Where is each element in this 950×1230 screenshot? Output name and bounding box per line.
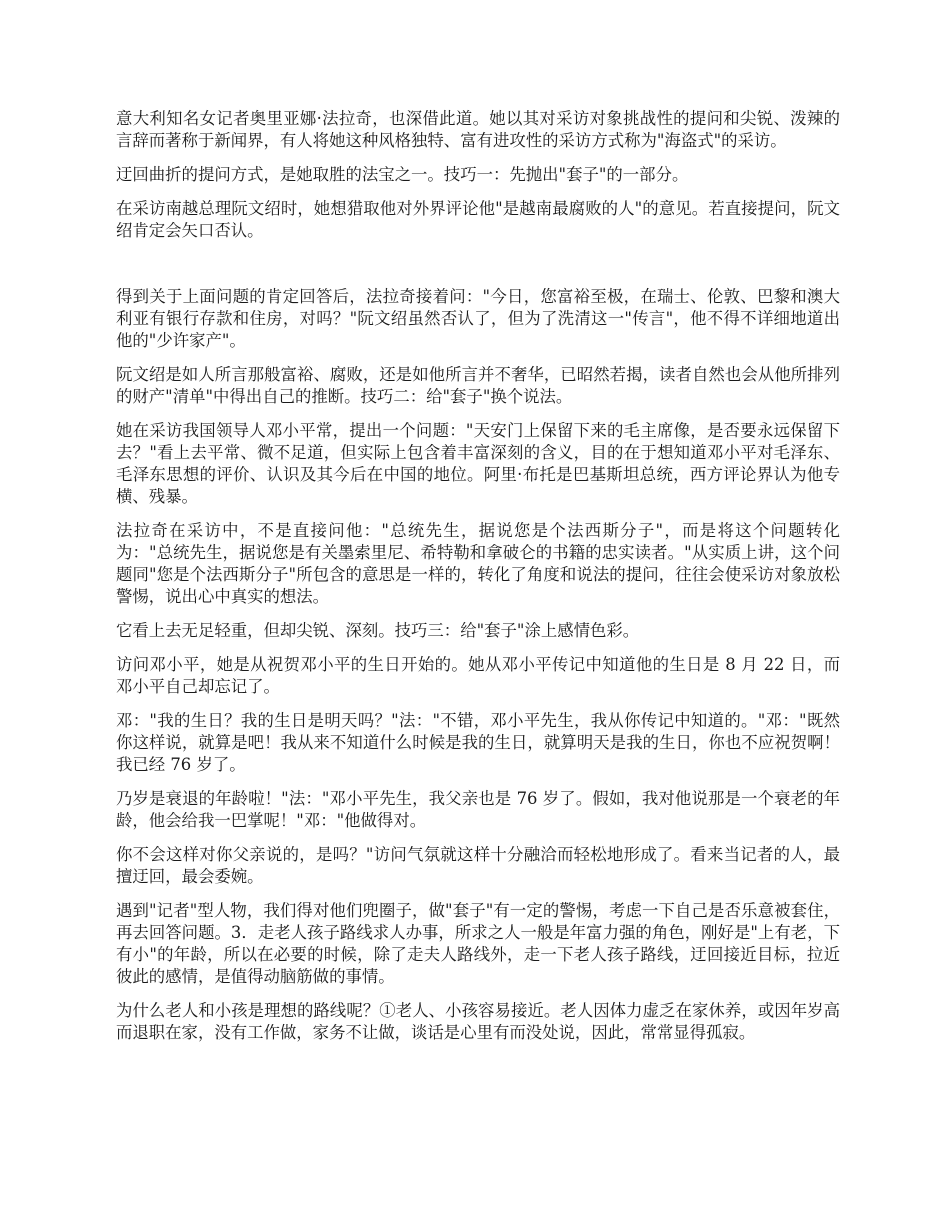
paragraph-9: 访问邓小平，她是从祝贺邓小平的生日开始的。她从邓小平传记中知道他的生日是 8 月 22 日，而邓小平自己却忘记了。 [116, 655, 840, 696]
paragraph-6: 她在采访我国领导人邓小平常，提出一个问题："天安门上保留下来的毛主席像，是否要永远保留下去？"看上去平常、微不足道，但实际上包含着丰富深刻的含义，目的在于想知道邓小平对毛泽东、毛泽东思想的评价、认识及其今后在中国的地位。阿里·布托是巴基斯坦总统，西方评论界认为他专横、残暴。 [116, 421, 840, 506]
paragraph-2: 迂回曲折的提问方式，是她取胜的法宝之一。技巧一：先抛出"套子"的一部分。 [116, 165, 689, 184]
paragraph-5: 阮文绍是如人所言那般富裕、腐败，还是如他所言并不奢华，已昭然若揭，读者自然也会从他所排列的财产"清单"中得出自己的推断。技巧二：给"套子"换个说法。 [116, 365, 840, 406]
paragraph-13: 遇到"记者"型人物，我们得对他们兜圈子，做"套子"有一定的警惕，考虑一下自己是否乐意被套住，再去回答问题。3．走老人孩子路线求人办事，所求之人一般是年富力强的角色，刚好是"上有老，下有小"的年龄，所以在必要的时候，除了走夫人路线外，走一下老人孩子路线，迂回接近目标，拉近彼此的感情，是值得动脑筋做的事情。 [116, 901, 840, 986]
paragraph-14: 为什么老人和小孩是理想的路线呢？①老人、小孩容易接近。老人因体力虚乏在家休养，或因年岁高而退职在家，没有工作做，家务不让做，谈话是心里有而没处说，因此，常常显得孤寂。 [116, 1001, 840, 1042]
paragraph-12: 你不会这样对你父亲说的，是吗？"访问气氛就这样十分融洽而轻松地形成了。看来当记者的人，最擅迂回，最会委婉。 [116, 845, 840, 886]
paragraph-4: 得到关于上面问题的肯定回答后，法拉奇接着问："今日，您富裕至极，在瑞士、伦敦、巴黎和澳大利亚有银行存款和住房，对吗？"阮文绍虽然否认了，但为了洗清这一"传言"，他不得不详细地道出他的"少许家产"。 [116, 287, 840, 350]
document-body [116, 108, 840, 1056]
paragraph-8: 它看上去无足轻重，但却尖锐、深刻。技巧三：给"套子"涂上感情色彩。 [116, 621, 640, 640]
paragraph-1: 意大利知名女记者奥里亚娜·法拉奇，也深借此道。她以其对采访对象挑战性的提问和尖锐、泼辣的言辞而著称于新闻界，有人将她这种风格独特、富有进攻性的采访方式称为"海盗式"的采访。 [116, 109, 840, 150]
paragraph-10: 邓："我的生日？我的生日是明天吗？"法："不错，邓小平先生，我从你传记中知道的。"邓："既然你这样说，就算是吧！我从来不知道什么时候是我的生日，就算明天是我的生日，你也不应祝贺啊！我已经 76 岁了。 [116, 711, 840, 774]
paragraph-7: 法拉奇在采访中，不是直接问他："总统先生，据说您是个法西斯分子"，而是将这个问题转化为："总统先生，据说您是有关墨索里尼、希特勒和拿破仑的书籍的忠实读者。"从实质上讲，这个问题同"您是个法西斯分子"所包含的意思是一样的，转化了角度和说法的提问，往往会使采访对象放松警惕，说出心中真实的想法。 [116, 521, 840, 606]
paragraph-11: 乃岁是衰退的年龄啦！"法："邓小平先生，我父亲也是 76 岁了。假如，我对他说那是一个衰老的年龄，他会给我一巴掌呢！"邓："他做得对。 [116, 789, 840, 830]
paragraph-3: 在采访南越总理阮文绍时，她想猎取他对外界评论他"是越南最腐败的人"的意见。若直接提问，阮文绍肯定会矢口否认。 [116, 199, 840, 240]
